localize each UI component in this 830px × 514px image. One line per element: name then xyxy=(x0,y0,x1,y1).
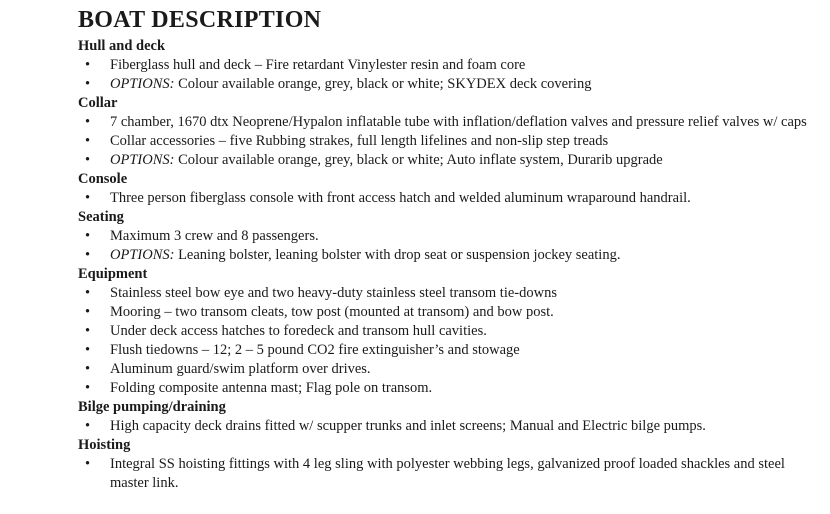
bullet-icon: • xyxy=(85,133,91,149)
bullet-list xyxy=(78,189,822,208)
section-heading-hoisting: Hoisting xyxy=(78,437,131,453)
section-console xyxy=(78,170,822,208)
section-seating xyxy=(78,208,822,265)
list-item xyxy=(78,189,822,208)
list-item xyxy=(78,417,822,436)
list-item-text: Collar accessories – five Rubbing strakes, full length lifelines and non-slip step treads xyxy=(110,133,609,149)
list-item-text: Maximum 3 crew and 8 passengers. xyxy=(110,228,319,244)
section-collar xyxy=(78,94,822,170)
section-heading-equipment: Equipment xyxy=(78,266,148,282)
list-item-text: Folding composite antenna mast; Flag pole on transom. xyxy=(110,380,433,396)
options-lead: OPTIONS: xyxy=(110,152,175,168)
bullet-icon: • xyxy=(85,152,91,168)
section-equipment xyxy=(78,265,822,398)
list-item-text: Three person fiberglass console with front access hatch and welded aluminum wraparound handrail. xyxy=(110,190,691,206)
bullet-icon: • xyxy=(85,323,91,339)
section-heading-console: Console xyxy=(78,171,128,187)
list-item xyxy=(78,246,822,265)
list-item xyxy=(78,360,822,379)
bullet-icon: • xyxy=(85,304,91,320)
options-lead: OPTIONS: xyxy=(110,247,175,263)
list-item-text: Mooring – two transom cleats, tow post (mounted at transom) and bow post. xyxy=(110,304,554,320)
bullet-icon: • xyxy=(85,361,91,377)
bullet-icon: • xyxy=(85,456,91,472)
bullet-list xyxy=(78,284,822,398)
list-item xyxy=(78,227,822,246)
list-item xyxy=(78,303,822,322)
list-item-text: Leaning bolster, leaning bolster with drop seat or suspension jockey seating. xyxy=(174,247,621,263)
bullet-icon: • xyxy=(85,342,91,358)
list-item-text: Aluminum guard/swim platform over drives. xyxy=(110,361,371,377)
list-item xyxy=(78,56,822,75)
list-item xyxy=(78,455,822,493)
section-hull-and-deck xyxy=(78,37,822,94)
bullet-icon: • xyxy=(85,285,91,301)
list-item xyxy=(78,75,822,94)
list-item-text: 7 chamber, 1670 dtx Neoprene/Hypalon inflatable tube with inflation/deflation valves and pressure relief valves w/ caps xyxy=(110,114,807,130)
list-item-text: High capacity deck drains fitted w/ scupper trunks and inlet screens; Manual and Electric bilge pumps. xyxy=(110,418,706,434)
list-item xyxy=(78,151,822,170)
bullet-icon: • xyxy=(85,228,91,244)
list-item xyxy=(78,132,822,151)
bullet-icon: • xyxy=(85,57,91,73)
section-heading-bilge-pumping-draining: Bilge pumping/draining xyxy=(78,399,226,415)
bullet-icon: • xyxy=(85,247,91,263)
bullet-list xyxy=(78,56,822,94)
bullet-icon: • xyxy=(85,418,91,434)
bullet-icon: • xyxy=(85,380,91,396)
list-item-text: Colour available orange, grey, black or white; Auto inflate system, Durarib upgrade xyxy=(174,152,663,168)
bullet-list xyxy=(78,455,822,493)
list-item-text: Flush tiedowns – 12; 2 – 5 pound CO2 fire extinguisher’s and stowage xyxy=(110,342,520,358)
bullet-icon: • xyxy=(85,190,91,206)
section-hoisting xyxy=(78,436,822,493)
list-item xyxy=(78,322,822,341)
bullet-list xyxy=(78,113,822,170)
section-heading-collar: Collar xyxy=(78,95,118,111)
list-item xyxy=(78,341,822,360)
section-heading-hull-and-deck: Hull and deck xyxy=(78,38,166,54)
list-item xyxy=(78,113,822,132)
bullet-icon: • xyxy=(85,114,91,130)
list-item xyxy=(78,379,822,398)
list-item-text: Fiberglass hull and deck – Fire retardant Vinylester resin and foam core xyxy=(110,57,526,73)
bullet-icon: • xyxy=(85,76,91,92)
section-heading-seating: Seating xyxy=(78,209,124,225)
list-item-text: Integral SS hoisting fittings with 4 leg sling with polyester webbing legs, galvanized proof loaded shackles and steel master link. xyxy=(110,456,785,491)
bullet-list xyxy=(78,227,822,265)
section-bilge-pumping-draining xyxy=(78,398,822,436)
list-item xyxy=(78,284,822,303)
list-item-text: Under deck access hatches to foredeck and transom hull cavities. xyxy=(110,323,487,339)
bullet-list xyxy=(78,417,822,436)
list-item-text: Colour available orange, grey, black or white; SKYDEX deck covering xyxy=(174,76,592,92)
page-title: BOAT DESCRIPTION xyxy=(78,7,322,33)
options-lead: OPTIONS: xyxy=(110,76,175,92)
list-item-text: Stainless steel bow eye and two heavy-duty stainless steel transom tie-downs xyxy=(110,285,557,301)
